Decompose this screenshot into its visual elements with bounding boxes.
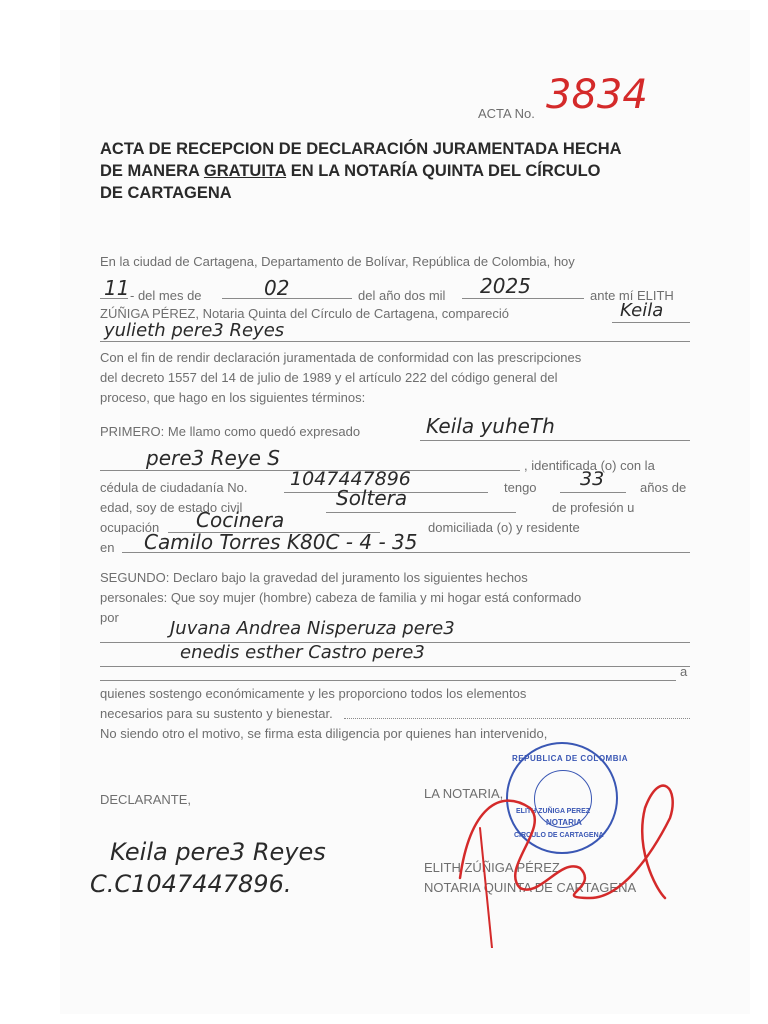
anos-de-label: años de: [640, 480, 687, 495]
edad-label: edad, soy de estado civil: [100, 500, 243, 515]
intro-name-1: Keila: [620, 300, 664, 321]
intro-del-mes: - del mes de: [130, 288, 202, 303]
declarante-signature: Keila pere3 Reyes: [110, 838, 326, 866]
purpose-line-1: Con el fin de rendir declaración juramentada de conformidad con las prescripciones: [100, 350, 582, 365]
ocupacion-label: ocupación: [100, 520, 160, 535]
intro-name-2: yulieth pere3 Reyes: [104, 320, 285, 341]
primero-name-1: Keila yuheTh: [426, 414, 555, 438]
intro-line-3: ZÚÑIGA PÉREZ, Notaria Quinta del Círculo de Cartagena, compareció: [100, 306, 509, 321]
seal-top-text: REPUBLICA DE COLOMBIA: [512, 754, 628, 763]
intro-ante-mi: ante mí ELITH: [590, 288, 674, 303]
tengo-label: tengo: [504, 480, 537, 495]
acta-label: ACTA No.: [478, 106, 535, 121]
primero-label: PRIMERO: Me llamo como quedó expresado: [100, 424, 361, 439]
de-profesion-label: de profesión u: [552, 500, 635, 515]
estado-civil-value: Soltera: [336, 486, 408, 510]
primero-identificada: , identificada (o) con la: [524, 458, 655, 473]
segundo-line-4: quienes sostengo económicamente y les proporciono todos los elementos: [100, 686, 527, 701]
direccion-value: Camilo Torres K80C - 4 - 35: [144, 530, 418, 554]
intro-line-1: En la ciudad de Cartagena, Departamento de Bolívar, República de Colombia, hoy: [100, 254, 575, 269]
notary-signature: [440, 748, 700, 948]
household-member-2: enedis esther Castro pere3: [180, 642, 425, 663]
seal-bottom-text: CIRCULO DE CARTAGENA: [514, 832, 604, 839]
intro-month: 02: [264, 276, 290, 300]
title-line-3: DE CARTAGENA: [100, 184, 232, 202]
intro-del-ano: del año dos mil: [358, 288, 446, 303]
title-line-2: [100, 160, 700, 182]
acta-number: 3834: [546, 72, 648, 118]
household-member-1: Juvana Andrea Nisperuza pere3: [170, 618, 455, 639]
notaria-name: ELITH ZÚÑIGA PÉREZ: [424, 860, 560, 875]
segundo-line-6: No siendo otro el motivo, se firma esta diligencia por quienes han intervenido,: [100, 726, 548, 741]
primero-name-2: pere3 Reye S: [146, 446, 281, 470]
cedula-number: 1047447896: [290, 468, 411, 490]
title-line-1: ACTA DE RECEPCION DE DECLARACIÓN JURAMENTADA HECHA: [100, 140, 622, 158]
purpose-line-3: proceso, que hago en los siguientes términos:: [100, 390, 366, 405]
segundo-line-5: necesarios para su sustento y bienestar.: [100, 706, 333, 721]
notaria-title: NOTARIA QUINTA DE CARTAGENA: [424, 880, 637, 895]
intro-year: 2025: [480, 274, 531, 298]
cedula-label: cédula de ciudadanía No.: [100, 480, 248, 495]
domiciliada-label: domiciliada (o) y residente: [428, 520, 580, 535]
age-value: 33: [580, 468, 605, 490]
segundo-line-end: a: [680, 664, 688, 679]
en-label: en: [100, 540, 115, 555]
purpose-line-2: del decreto 1557 del 14 de julio de 1989 y el artículo 222 del código general del: [100, 370, 558, 385]
segundo-line-2: personales: Que soy mujer (hombre) cabeza de familia y mi hogar está conformado: [100, 590, 582, 605]
segundo-line-1: SEGUNDO: Declaro bajo la gravedad del juramento los siguientes hechos: [100, 570, 528, 585]
title-line-2-prefix: DE MANERA: [100, 162, 200, 180]
document-title: [100, 138, 700, 204]
declarante-label: DECLARANTE,: [100, 792, 192, 807]
seal-middle-2: NOTARIA: [546, 818, 582, 827]
title-line-2-suffix: EN LA NOTARÍA QUINTA DEL CÍRCULO: [290, 162, 601, 180]
declarante-cc: C.C1047447896.: [90, 870, 292, 898]
title-gratuita: GRATUITA: [203, 162, 287, 180]
intro-day: 11: [104, 276, 130, 300]
seal-middle-1: ELITH ZUÑIGA PEREZ: [516, 808, 591, 815]
segundo-line-3: por: [100, 610, 119, 625]
ocupacion-value: Cocinera: [196, 508, 285, 532]
notaria-label: LA NOTARIA,: [424, 786, 504, 801]
